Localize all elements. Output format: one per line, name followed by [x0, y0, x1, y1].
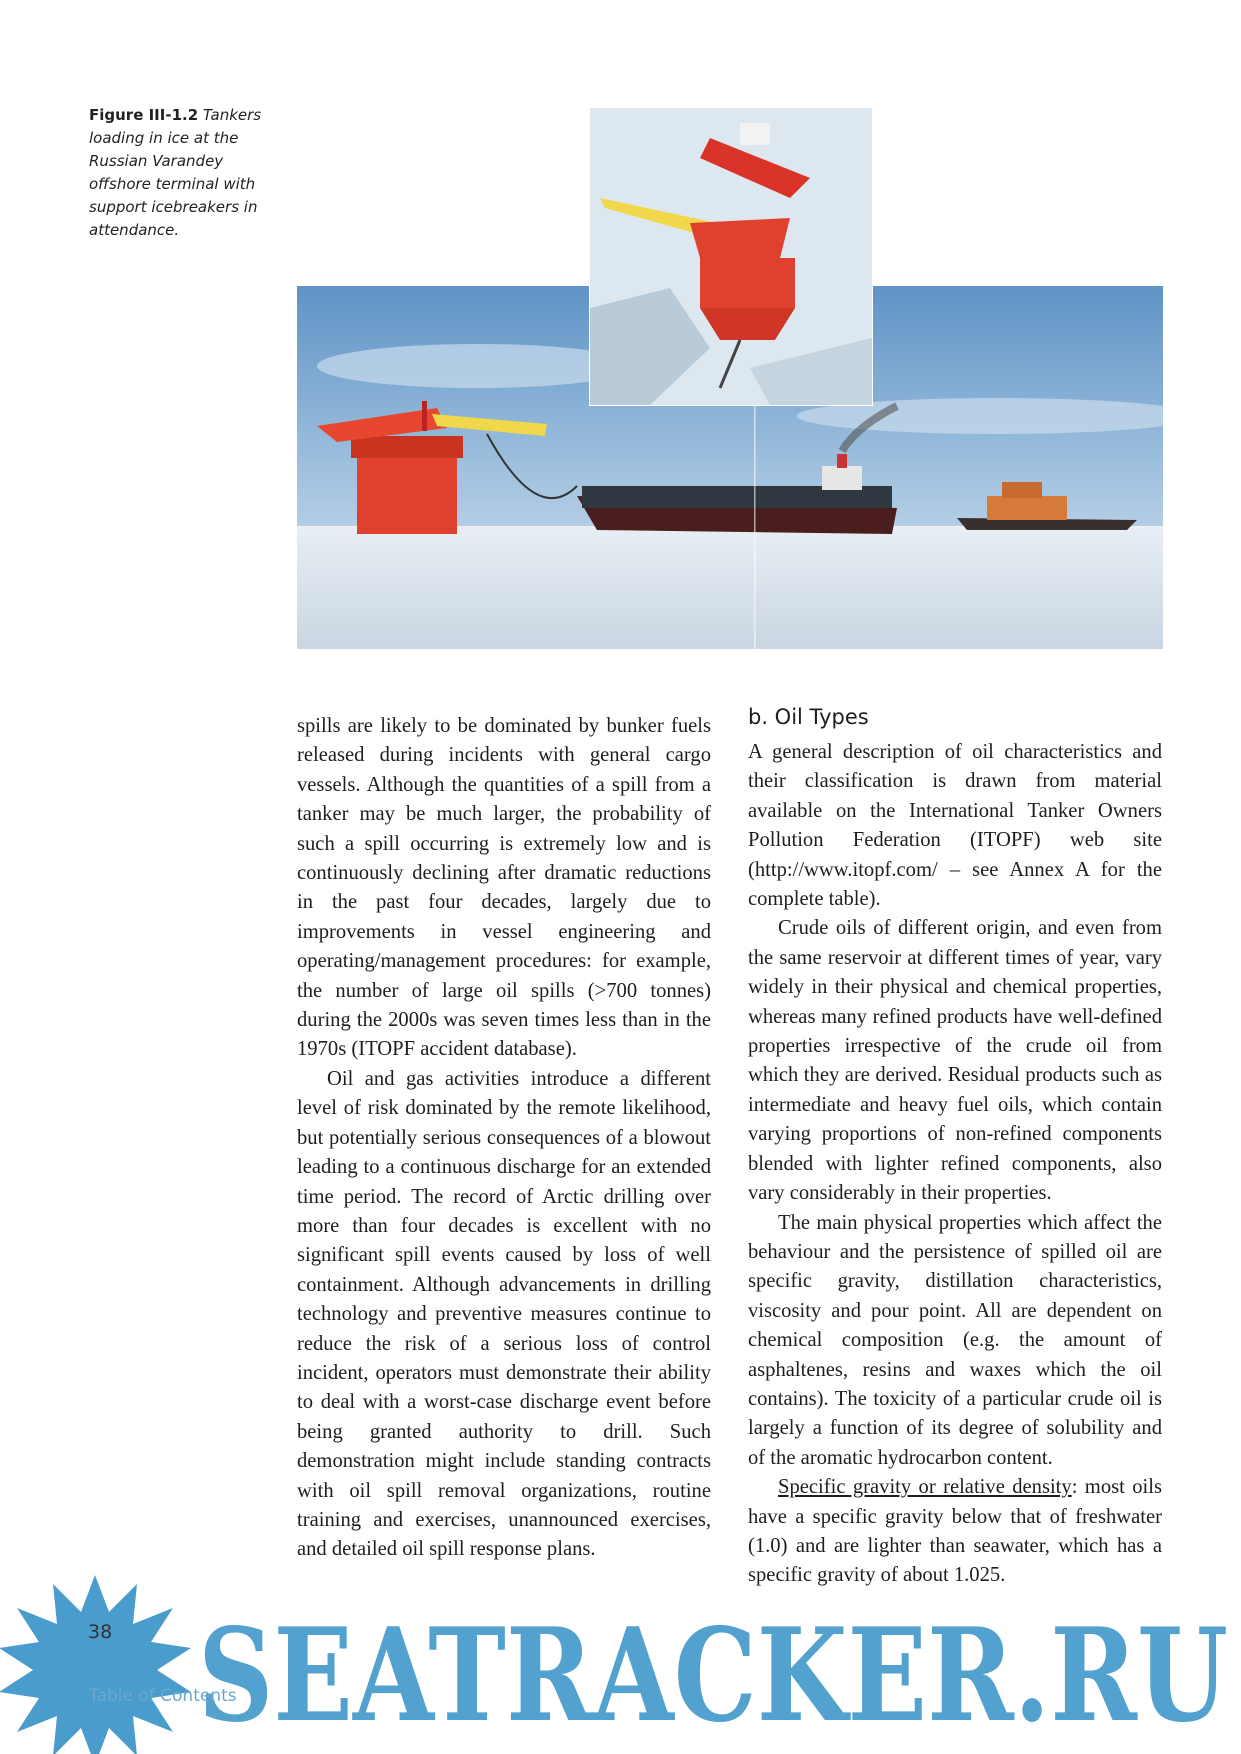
right-paragraph-3: The main physical properties which affect the behaviour and the persistence of spilled oil are specific gravity, distillation characteristics, viscosity and pour point. All are dependent on chemical composition (e.g. the amount of asphaltenes, resins and waxes which the oil contains). The toxicity of a particular crude oil is largely a function of its degree of solubility and of the aromatic hydrocarbon content.: [748, 1211, 1162, 1469]
table-of-contents-link[interactable]: Table of Contents: [89, 1686, 237, 1706]
right-paragraph-1: A general description of oil characteristics and their classification is drawn from material available on the International Tanker Owners Pollution Federation (ITOPF) web site (http://www.itopf.com/ – see Annex A for the complete table).: [748, 741, 1162, 911]
figure-label: Figure III-1.2: [89, 106, 199, 124]
figure-photo-inset: [589, 107, 873, 406]
figure-caption-text: Tankers loading in ice at the Russian Varandey offshore terminal with support icebreakers in attendance.: [89, 106, 262, 239]
section-heading: b. Oil Types: [748, 705, 869, 729]
sun-burst-icon: [0, 1575, 191, 1754]
figure-caption: [89, 104, 279, 242]
left-column: [297, 712, 711, 1565]
right-column: [748, 702, 1162, 1591]
right-paragraph-2: Crude oils of different origin, and even from the same reservoir at different times of year, vary widely in their physical and chemical properties, whereas many refined products have well-defined properties irrespective of the crude oil from which they are derived. Residual products such as intermediate and heavy fuel oils, which contain varying proportions of non-refined components blended with lighter refined components, also vary considerably in their properties.: [748, 917, 1162, 1205]
watermark: [0, 1570, 1241, 1754]
page-number: 38: [88, 1621, 113, 1643]
left-paragraph-1: spills are likely to be dominated by bunker fuels released during incidents with general cargo vessels. Although the quantities of a spill from a tanker may be much larger, the probability of such a spill occurring is extremely low and is continuously declining after dramatic reductions in the past four decades, largely due to improvements in vessel engineering and operating/management procedures: for example, the number of large oil spills (>700 tonnes) during the 2000s was seven times less than in the 1970s (ITOPF accident database).: [297, 715, 711, 1061]
specific-gravity-text: : most oils have a specific gravity below that of freshwater (1.0) and are lighter than seawater, which has a specific gravity of about 1.025.: [748, 1476, 1162, 1587]
left-paragraph-2: Oil and gas activities introduce a different level of risk dominated by the remote likelihood, but potentially serious consequences of a blowout leading to a continuous discharge for an extended time period. The record of Arctic drilling over more than four decades is excellent with no significant spill events caused by loss of well containment. Although advancements in drilling technology and preventive measures continue to reduce the risk of a serious loss of control incident, operators must demonstrate their ability to deal with a worst-case discharge event before being granted authority to drill. Such demonstration might include standing contracts with oil spill removal organizations, routine training and exercises, unannounced exercises, and detailed oil spill response plans.: [297, 1067, 711, 1561]
term-specific-gravity: Specific gravity or relative density: [778, 1476, 1072, 1499]
watermark-text: SEATRACKER.RU: [198, 1601, 1228, 1751]
